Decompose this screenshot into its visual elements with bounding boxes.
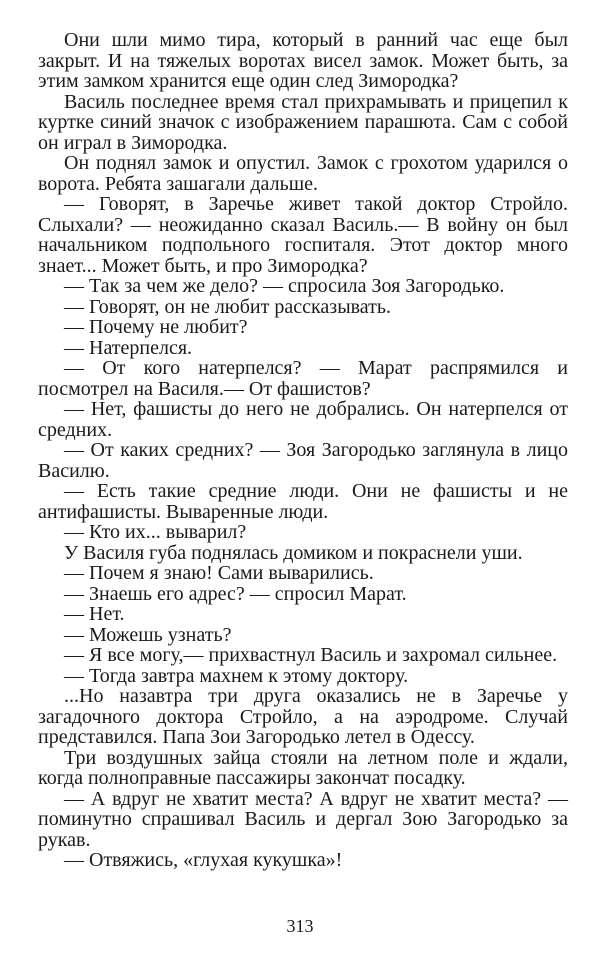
paragraph: Он поднял замок и опустил. Замок с грохотом ударился о ворота. Ребята зашагали дальше. [38,152,568,195]
paragraph: — Можешь узнать? [64,623,232,646]
paragraph: — Нет, фашисты до него не добрались. Он натерпелся от средних. [38,398,568,441]
paragraph: — От каких средних? — Зоя Загородько заглянула в лицо Василю. [38,439,568,482]
page-text [38,30,568,871]
paragraph: — Знаешь его адрес? — спросил Марат. [64,582,407,605]
paragraph: У Василя губа поднялась домиком и покраснели уши. [64,541,523,564]
paragraph: Они шли мимо тира, который в ранний час еще был закрыт. И на тяжелых воротах висел замок. Может быть, за этим замком хранится еще один след Зимородка? [38,29,568,92]
paragraph: — Говорят, он не любит рассказывать. [64,295,392,318]
paragraph: Василь последнее время стал прихрамывать и прицепил к куртке синий значок с изображением парашюта. Сам с собой он играл в Зимородка. [38,90,568,154]
paragraph: — Почему не любит? [64,316,248,338]
paragraph: — Кто их... выварил? [64,521,247,543]
paragraph: — Есть такие средние люди. Они не фашисты и не антифашисты. Вываренные люди. [38,480,568,523]
paragraph: — А вдруг не хватит места? А вдруг не хватит места? — поминутно спрашивал Василь и дергал Зою Загородько за рукав. [38,787,568,851]
paragraph: ...Но назавтра три друга оказались не в Заречье у загадочного доктора Стройло, а на аэродроме. Случай представился. Папа Зои Загородько летел в Одессу. [38,685,568,748]
paragraph: Три воздушных зайца стояли на летном поле и ждали, когда полноправные пассажиры закончат посадку. [38,746,568,789]
paragraph: — Натерпелся. [64,336,193,359]
paragraph: — Тогда завтра махнем к этому доктору. [64,664,409,687]
paragraph: — Нет. [64,603,125,625]
paragraph: — Говорят, в Заречье живет такой доктор Стройло. Слыхали? — неожиданно сказал Василь.— В войну он был начальником подпольного госпиталя. Этот доктор много знает... Может быть, и про Зимородка? [38,193,568,277]
paragraph: — Я все могу,— прихвастнул Василь и захромал сильнее. [64,644,558,666]
page-number: 313 [286,916,314,936]
paragraph: — Отвяжись, «глухая кукушка»! [64,849,343,871]
paragraph: — Так за чем же дело? — спросила Зоя Загородько. [64,275,505,297]
paragraph: — От кого натерпелся? — Марат распрямился и посмотрел на Василя.— От фашистов? [38,357,568,400]
paragraph: — Почем я знаю! Сами выварились. [64,562,374,584]
